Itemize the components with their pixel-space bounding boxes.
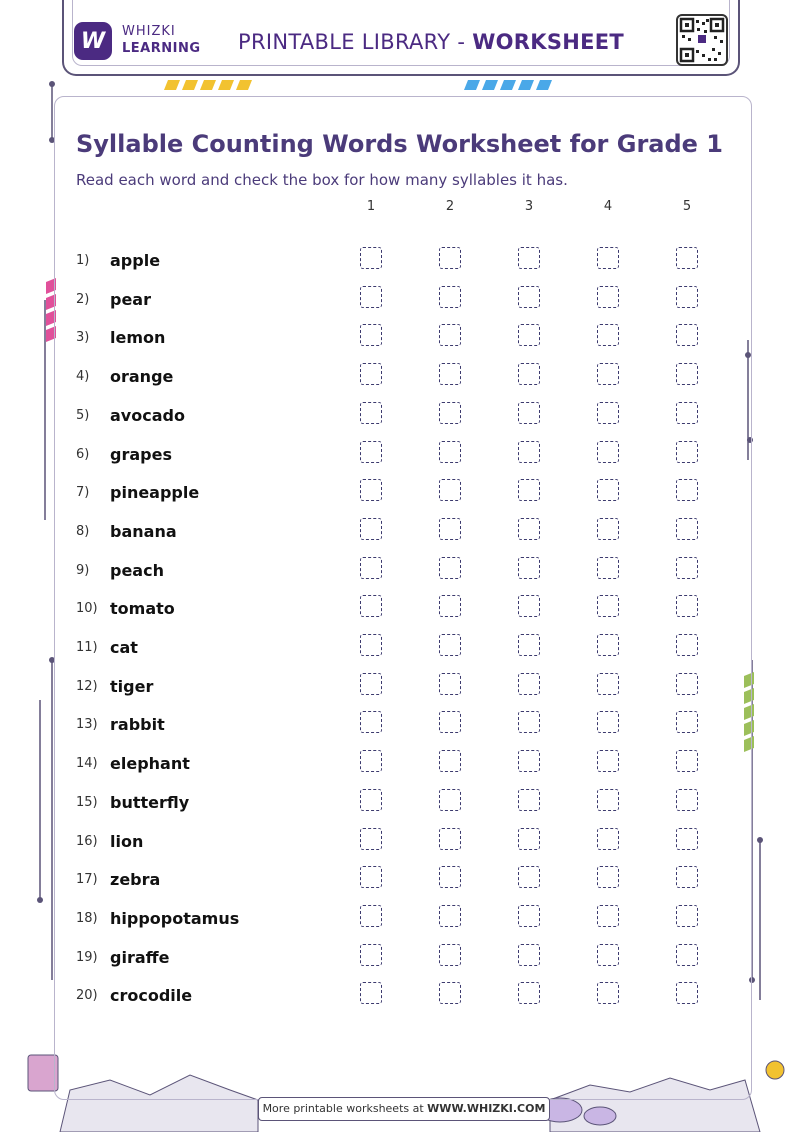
syllable-checkbox-4[interactable] — [597, 479, 619, 501]
syllable-checkbox-3[interactable] — [518, 828, 540, 850]
column-header-3: 3 — [524, 199, 534, 214]
row-word: cat — [110, 638, 138, 657]
syllable-checkbox-5[interactable] — [676, 750, 698, 772]
row-number: 1) — [76, 253, 90, 268]
row-word: rabbit — [110, 715, 165, 735]
whizki-logo-icon — [74, 22, 112, 60]
row-number: 19) — [76, 949, 98, 965]
syllable-checkbox-4[interactable] — [597, 944, 619, 966]
syllable-checkbox-2[interactable] — [439, 595, 461, 617]
column-header-1: 1 — [366, 199, 376, 214]
row-word: orange — [110, 367, 174, 387]
brand-name-line1: WHIZKI — [122, 24, 176, 39]
syllable-checkbox-2[interactable] — [439, 905, 461, 927]
row-word: avocado — [110, 405, 185, 425]
qr-code-icon[interactable] — [676, 14, 728, 66]
syllable-checkbox-2[interactable] — [439, 363, 461, 385]
yellow-stripes — [164, 80, 254, 90]
header-title-prefix: PRINTABLE LIBRARY - — [238, 30, 473, 54]
syllable-checkbox-1[interactable] — [360, 828, 382, 850]
syllable-checkbox-4[interactable] — [597, 247, 619, 269]
syllable-checkbox-5[interactable] — [676, 441, 698, 463]
syllable-checkbox-5[interactable] — [676, 479, 698, 501]
syllable-checkbox-3[interactable] — [518, 750, 540, 772]
syllable-checkbox-2[interactable] — [439, 402, 461, 424]
row-number: 17) — [76, 872, 98, 888]
syllable-checkbox-2[interactable] — [439, 557, 461, 579]
row-number: 4) — [76, 369, 90, 385]
row-number: 16) — [76, 833, 98, 849]
row-word: elephant — [110, 754, 190, 774]
syllable-checkbox-2[interactable] — [439, 518, 461, 540]
row-word: hippopotamus — [110, 908, 240, 928]
row-number: 10) — [76, 601, 98, 617]
syllable-checkbox-5[interactable] — [676, 866, 698, 888]
row-number: 13) — [76, 717, 98, 733]
syllable-checkbox-5[interactable] — [676, 789, 698, 811]
syllable-checkbox-4[interactable] — [597, 828, 619, 850]
row-word: apple — [110, 251, 161, 270]
syllable-checkbox-4[interactable] — [597, 673, 619, 695]
syllable-checkbox-2[interactable] — [439, 247, 461, 269]
syllable-checkbox-2[interactable] — [439, 982, 461, 1004]
row-word: tomato — [110, 599, 175, 619]
syllable-checkbox-3[interactable] — [518, 518, 540, 540]
syllable-checkbox-4[interactable] — [597, 557, 619, 579]
syllable-checkbox-3[interactable] — [518, 441, 540, 463]
syllable-checkbox-5[interactable] — [676, 247, 698, 269]
column-header-4: 4 — [603, 199, 613, 214]
row-number: 11) — [76, 640, 98, 655]
syllable-checkbox-4[interactable] — [597, 750, 619, 772]
footer-site-link[interactable]: WWW.WHIZKI.COM — [427, 1102, 546, 1115]
row-number: 7) — [76, 485, 90, 501]
header-title — [238, 30, 624, 54]
syllable-checkbox-3[interactable] — [518, 557, 540, 579]
syllable-checkbox-2[interactable] — [439, 324, 461, 346]
syllable-checkbox-3[interactable] — [518, 595, 540, 617]
row-number: 20) — [76, 988, 98, 1004]
syllable-checkbox-1[interactable] — [360, 982, 382, 1004]
row-number: 8) — [76, 523, 90, 539]
syllable-checkbox-1[interactable] — [360, 595, 382, 617]
syllable-checkbox-2[interactable] — [439, 634, 461, 656]
syllable-checkbox-2[interactable] — [439, 286, 461, 308]
syllable-checkbox-1[interactable] — [360, 441, 382, 463]
syllable-checkbox-4[interactable] — [597, 363, 619, 385]
syllable-checkbox-3[interactable] — [518, 634, 540, 656]
row-number: 3) — [76, 330, 90, 346]
syllable-checkbox-2[interactable] — [439, 711, 461, 733]
row-number: 5) — [76, 407, 90, 423]
syllable-checkbox-1[interactable] — [360, 673, 382, 695]
syllable-checkbox-4[interactable] — [597, 789, 619, 811]
syllable-checkbox-3[interactable] — [518, 711, 540, 733]
syllable-checkbox-5[interactable] — [676, 557, 698, 579]
syllable-checkbox-4[interactable] — [597, 324, 619, 346]
syllable-checkbox-5[interactable] — [676, 595, 698, 617]
row-word: pineapple — [110, 483, 200, 503]
syllable-checkbox-3[interactable] — [518, 673, 540, 695]
syllable-checkbox-4[interactable] — [597, 905, 619, 927]
syllable-checkbox-2[interactable] — [439, 479, 461, 501]
syllable-checkbox-1[interactable] — [360, 866, 382, 888]
row-word: banana — [110, 521, 177, 541]
syllable-checkbox-4[interactable] — [597, 441, 619, 463]
logo-letter: W — [80, 28, 106, 54]
syllable-checkbox-5[interactable] — [676, 982, 698, 1004]
row-number: 2) — [76, 291, 90, 307]
syllable-checkbox-2[interactable] — [439, 673, 461, 695]
syllable-checkbox-1[interactable] — [360, 557, 382, 579]
syllable-checkbox-1[interactable] — [360, 286, 382, 308]
row-number: 6) — [76, 446, 90, 462]
column-header-2: 2 — [445, 199, 455, 214]
syllable-checkbox-4[interactable] — [597, 286, 619, 308]
syllable-checkbox-1[interactable] — [360, 905, 382, 927]
syllable-checkbox-3[interactable] — [518, 286, 540, 308]
syllable-checkbox-3[interactable] — [518, 789, 540, 811]
blue-stripes — [464, 80, 554, 90]
syllable-checkbox-2[interactable] — [439, 750, 461, 772]
syllable-checkbox-3[interactable] — [518, 944, 540, 966]
syllable-checkbox-4[interactable] — [597, 711, 619, 733]
syllable-checkbox-4[interactable] — [597, 982, 619, 1004]
syllable-checkbox-5[interactable] — [676, 673, 698, 695]
syllable-checkbox-5[interactable] — [676, 944, 698, 966]
syllable-checkbox-4[interactable] — [597, 866, 619, 888]
syllable-checkbox-2[interactable] — [439, 441, 461, 463]
syllable-checkbox-1[interactable] — [360, 324, 382, 346]
syllable-checkbox-5[interactable] — [676, 324, 698, 346]
syllable-checkbox-3[interactable] — [518, 905, 540, 927]
row-word: pear — [110, 289, 151, 309]
syllable-checkbox-3[interactable] — [518, 324, 540, 346]
syllable-checkbox-2[interactable] — [439, 944, 461, 966]
worksheet-title: Syllable Counting Words Worksheet for Grade 1 — [76, 130, 723, 158]
syllable-checkbox-5[interactable] — [676, 402, 698, 424]
syllable-checkbox-5[interactable] — [676, 905, 698, 927]
row-word: butterfly — [110, 792, 190, 812]
syllable-checkbox-4[interactable] — [597, 518, 619, 540]
syllable-checkbox-1[interactable] — [360, 518, 382, 540]
syllable-checkbox-3[interactable] — [518, 479, 540, 501]
syllable-checkbox-1[interactable] — [360, 402, 382, 424]
row-number: 15) — [76, 794, 98, 810]
row-word: crocodile — [110, 986, 193, 1006]
syllable-checkbox-1[interactable] — [360, 247, 382, 269]
footer-prefix: More printable worksheets at — [262, 1102, 428, 1115]
syllable-checkbox-5[interactable] — [676, 634, 698, 656]
syllable-checkbox-1[interactable] — [360, 479, 382, 501]
syllable-checkbox-4[interactable] — [597, 595, 619, 617]
row-word: lemon — [110, 328, 166, 348]
syllable-checkbox-3[interactable] — [518, 247, 540, 269]
syllable-checkbox-1[interactable] — [360, 634, 382, 656]
syllable-checkbox-3[interactable] — [518, 866, 540, 888]
row-word: grapes — [110, 444, 172, 464]
row-word: lion — [110, 831, 144, 851]
syllable-checkbox-3[interactable] — [518, 982, 540, 1004]
syllable-checkbox-4[interactable] — [597, 402, 619, 424]
syllable-checkbox-1[interactable] — [360, 711, 382, 733]
syllable-checkbox-5[interactable] — [676, 828, 698, 850]
row-number: 9) — [76, 562, 90, 578]
syllable-checkbox-2[interactable] — [439, 866, 461, 888]
table-row — [0, 988, 800, 1026]
syllable-checkbox-3[interactable] — [518, 363, 540, 385]
worksheet-instructions: Read each word and check the box for how many syllables it has. — [76, 171, 568, 189]
header-title-bold: WORKSHEET — [472, 30, 625, 54]
syllable-checkbox-1[interactable] — [360, 944, 382, 966]
brand-name-line2: LEARNING — [122, 41, 201, 56]
syllable-checkbox-5[interactable] — [676, 286, 698, 308]
syllable-checkbox-2[interactable] — [439, 828, 461, 850]
row-word: giraffe — [110, 947, 170, 967]
row-number: 18) — [76, 910, 98, 926]
syllable-checkbox-5[interactable] — [676, 711, 698, 733]
syllable-checkbox-4[interactable] — [597, 634, 619, 656]
syllable-checkbox-1[interactable] — [360, 750, 382, 772]
row-number: 12) — [76, 678, 98, 694]
row-word: zebra — [110, 870, 161, 890]
column-header-5: 5 — [682, 199, 692, 214]
row-number: 14) — [76, 756, 98, 772]
syllable-checkbox-2[interactable] — [439, 789, 461, 811]
row-word: peach — [110, 560, 164, 580]
syllable-checkbox-3[interactable] — [518, 402, 540, 424]
row-word: tiger — [110, 676, 154, 696]
syllable-checkbox-1[interactable] — [360, 789, 382, 811]
syllable-checkbox-5[interactable] — [676, 518, 698, 540]
syllable-checkbox-5[interactable] — [676, 363, 698, 385]
syllable-checkbox-1[interactable] — [360, 363, 382, 385]
footer-banner — [258, 1097, 550, 1121]
